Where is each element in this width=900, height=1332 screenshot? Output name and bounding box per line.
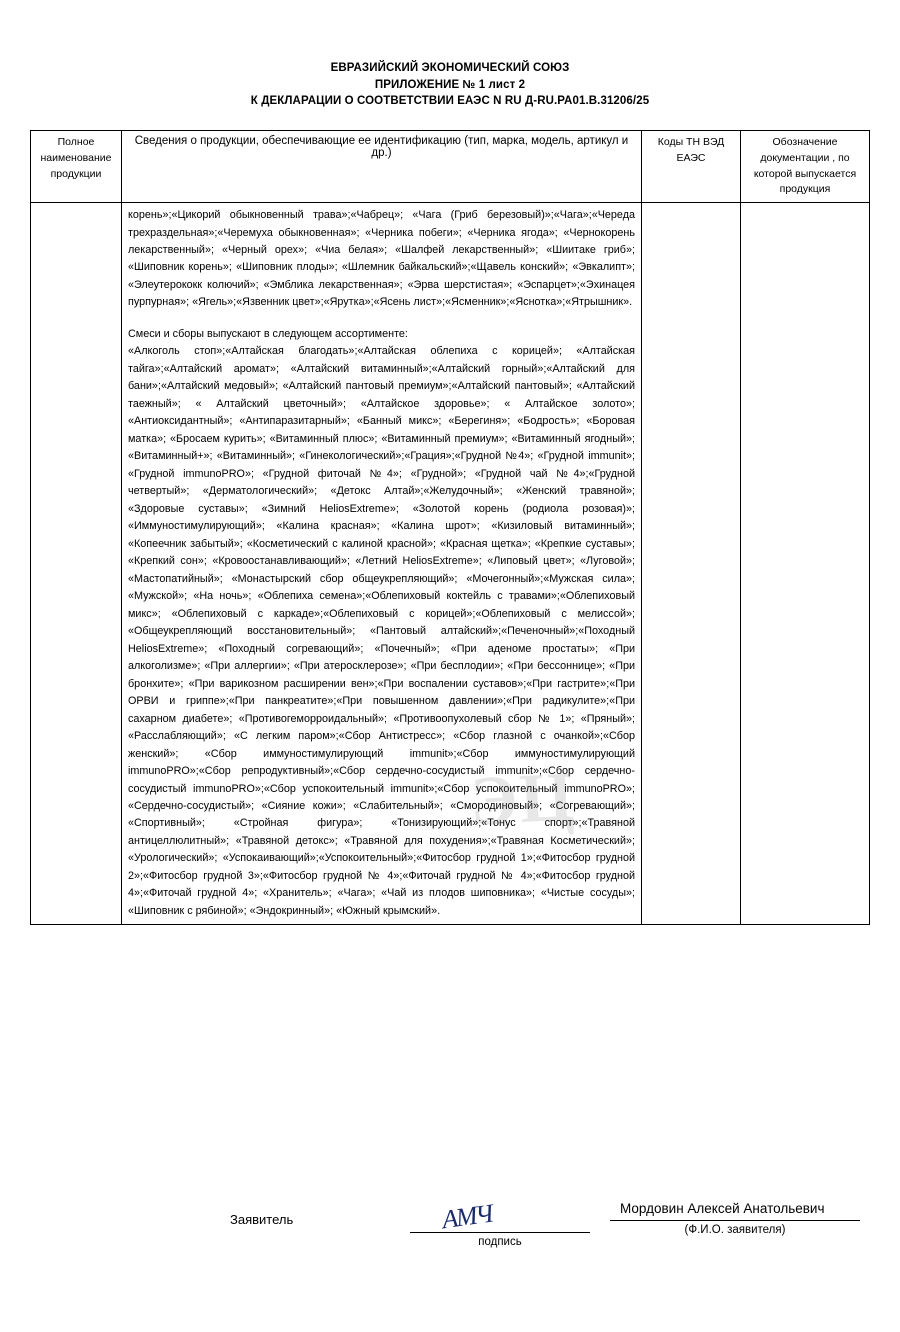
product-table	[30, 130, 870, 925]
cell-tnved-codes	[642, 203, 741, 925]
header-line-appendix: ПРИЛОЖЕНИЕ № 1 лист 2	[374, 78, 526, 91]
applicant-name-caption: (Ф.И.О. заявителя)	[684, 1224, 786, 1237]
column-header-product-name: Полное наименование продукции	[31, 131, 122, 203]
info-paragraph-mixes-list: «Алкоголь стоп»;«Алтайская благодать»;«Алтайская облепиха с корицей»; «Алтайская тайга»;«Алтайский аромат»; «Алтайский витаминный»;«Алтайский горный»;«Алтайский для бани»;«Алтайский медовый»; «Алтайский пантовый премиум»;«Алтайский пантовый»; «Алтайский таежный»; « Алтайский цветочный»; «Алтайское здоровье»; « Алтайское золото»; «Антиоксидантный»; «Антипаразитарный»; «Банный микс»; «Берегиня»; «Бодрость»; «Боровая матка»; «Бросаем курить»; «Витаминный плюс»; «Витаминный премиум»; «Витаминный ягодный»; «Витаминный+»; «Витаминный»; «Гинекологический»;«Грация»;«Грудной №4»; «Грудной immunit»; «Грудной immunoPRO»; «Грудной фиточай №4»; «Грудной»; «Грудной чай №4»;«Грудной четвертый»; «Дерматологический»; «Детокс Алтай»;«Желудочный»; «Женский травяной»; «Здоровые суставы»; «Зимний HeliosExtreme»; «Золотой корень (родиола розовая)»; «Иммуностимулирующий»; «Калина красная»; «Калина шрот»; «Кизиловый витаминный»; «Копеечник забытый»; «Косметический с калиной красной»; «Красная щетка»; «Крепкие суставы»; «Крепкий сон»; «Кровоостанавливающий»; «Летний HeliosExtreme»; «Липовый цвет»; «Луговой»; «Мастопатийный»; «Монастырский сбор общеукрепляющий»; «Мочегонный»;«Мужская сила»; «Мужской»; «На ночь»; «Облепиха семена»;«Облепиховый коктейль с травами»;«Облепиховый микс»; «Облепиховый с каркаде»;«Облепиховый с корицей»;«Облепиховый с мелиссой»; «Общеукрепляющий восстановительный»; «Пантовый алтайский»;«Печеночный»;«Походный HeliosExtreme»; «Походный согревающий»; «Почечный»; «При аденоме простаты»; «При алкоголизме»; «При аллергии»; «При атеросклерозе»; «При бесплодии»; «При бессоннице»; «При бронхите»; «При варикозном расширении вен»;«При воспалении суставов»;«При гастрите»;«При ОРВИ и гриппе»;«При панкреатите»;«При повышенном давлении»;«При радикулите»;«При сахарном диабете»; «Противогеморроидальный»; «Противоопухолевый сбор № 1»; «Пряный»; «Расслабляющий»; «С легким паром»;«Сбор Антистресс»; «Сбор глазной с очанкой»;«Сбор женский»; «Сбор иммуностимулирующий immunit»;«Сбор иммуностимулирующий immunoPRO»;«Сбор репродуктивный»;«Сбор сердечно-сосудистый immunit»;«Сбор сердечно-сосудистый immunoPRO»;«Сбор успокоительный immunit»;«Сбор успокоительный immunoPRO»; «Сердечно-сосудистый»; «Сияние кожи»; «Слабительный»; «Смородиновый»; «Согревающий»; «Спортивный»; «Стройная фигура»; «Тонизирующий»;«Тонус спорт»;«Травяной антицеллюлитный»; «Травяной детокс»; «Травяной для похудения»;«Травяная Косметический»; «Урологический»; «Успокаивающий»;«Успокоительный»;«Фитосбор грудной 1»;«Фитосбор грудной 2»;«Фитосбор грудной 3»;«Фитосбор грудной № 4»;«Фиточай грудной № 4»;«Фитосбор грудной 4»;«Фиточай грудной 4»; «Хранитель»; «Чага»; «Чай из плодов шиповника»; «Чистые сосуды»; «Шиповник с рябиной»; «Эндокринный»; «Южный крымский».	[128, 345, 635, 917]
signature-line	[410, 1198, 590, 1235]
header-line-union: ЕВРАЗИЙСКИЙ ЭКОНОМИЧЕСКИЙ СОЮЗ	[330, 62, 570, 74]
cell-product-name	[31, 203, 122, 925]
column-header-documentation: Обозначение документации , по которой выпускается продукция	[741, 131, 870, 203]
signature-caption: подпись	[478, 1236, 522, 1248]
applicant-name: Мордовин Алексей Анатольевич	[620, 1201, 825, 1216]
column-header-product-info: Сведения о продукции, обеспечивающие ее идентификацию (тип, марка, модель, артикул и др.)	[122, 131, 642, 203]
info-paragraph-mixes-intro: Смеси и сборы выпускают в следующем ассортименте:	[128, 327, 408, 340]
header-line-declaration: К ДЕКЛАРАЦИИ О СООТВЕТСТВИИ ЕАЭС N RU Д-RU.РА01.В.31206/25	[250, 95, 650, 108]
table-header-row	[31, 131, 870, 203]
cell-product-info	[122, 203, 642, 925]
applicant-label: Заявитель	[230, 1212, 294, 1227]
applicant-name-block	[610, 1200, 860, 1236]
document-footer	[0, 1184, 900, 1280]
signature-block	[410, 1198, 590, 1248]
cell-documentation	[741, 203, 870, 925]
table-row	[31, 203, 870, 925]
signature-handwriting: АМЧ	[440, 1198, 494, 1235]
info-paragraph-herbs: корень»;«Цикорий обыкновенный трава»;«Чабрец»; «Чага (Гриб березовый)»;«Чага»;«Череда трехраздельная»;«Черемуха обыкновенная»; «Черника побеги»; «Черника ягода»; «Чернокорень лекарственный»; «Черный орех»; «Чиа белая»; «Шалфей лекарственный»; «Шиитаке гриб»; «Шиповник корень»; «Шиповник плоды»; «Шлемник байкальский»;«Щавель конский»; «Эвкалипт»; «Элеутерококк колючий»; «Эмблика лекарственная»; «Эрва шерстистая»; «Эспарцет»;«Эхинацея пурпурная»; «Ягель»;«Язвенник цвет»;«Ярутка»;«Ясень лист»;«Ясменник»;«Яснотка»;«Ятрышник».	[128, 209, 635, 309]
document-header	[0, 60, 900, 110]
watermark-stamp: ЭЦ	[468, 758, 578, 841]
applicant-name-line	[610, 1220, 860, 1221]
document-page	[0, 60, 900, 1332]
column-header-tnved-codes: Коды ТН ВЭД ЕАЭС	[642, 131, 741, 203]
